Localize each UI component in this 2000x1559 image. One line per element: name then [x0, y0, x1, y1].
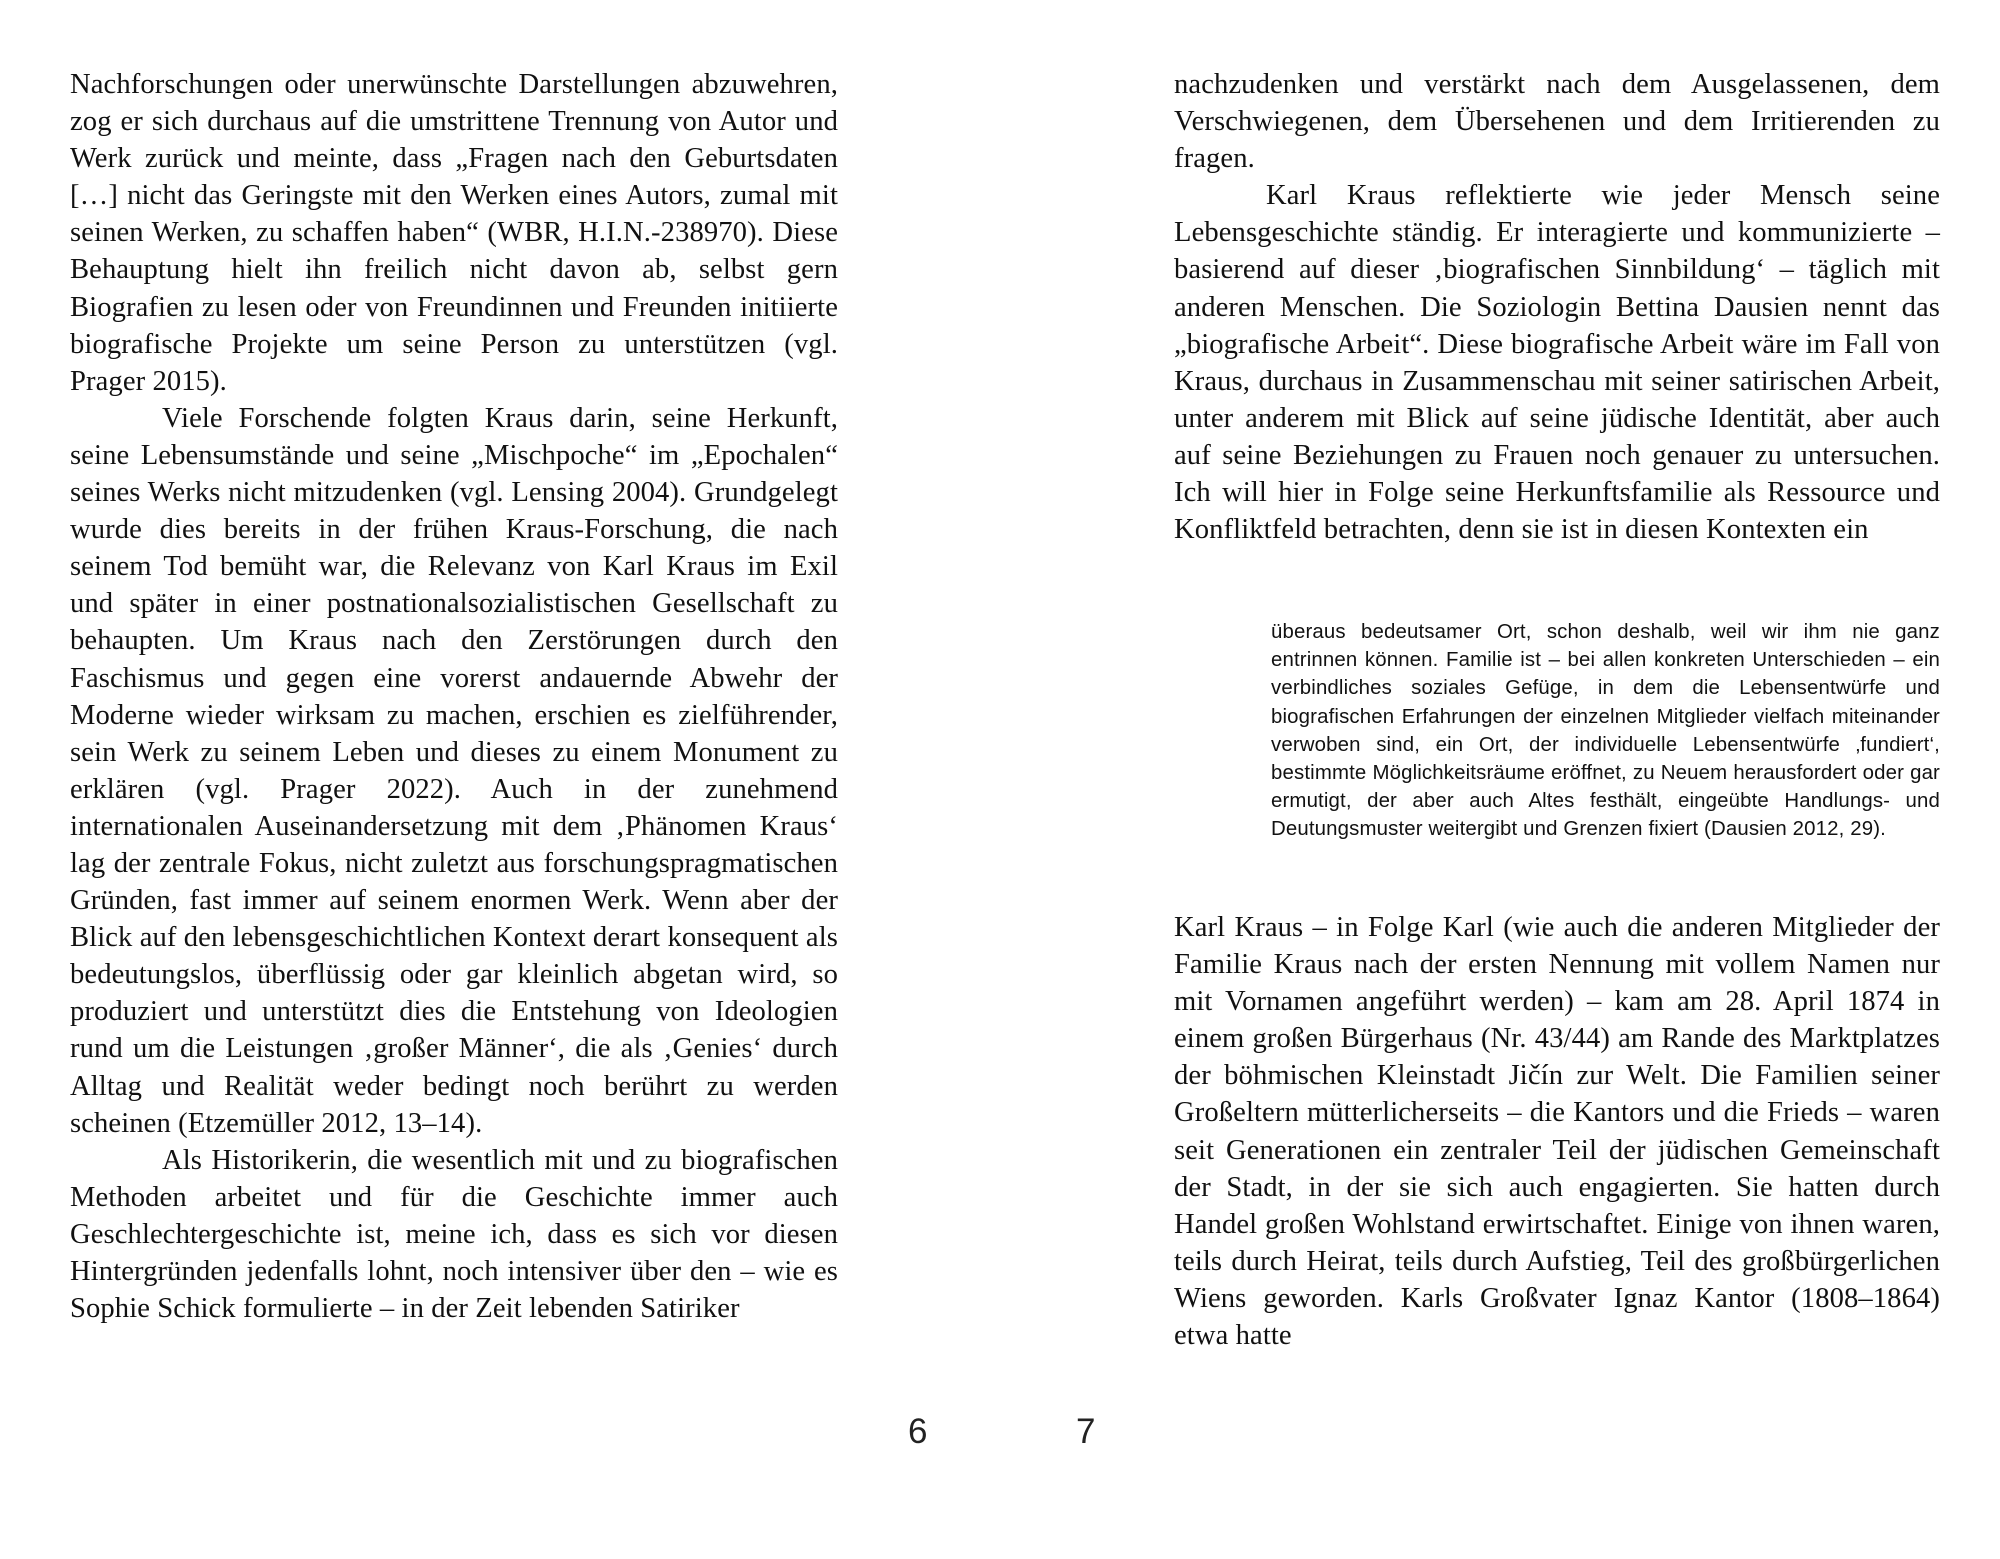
- page-number-right: 7: [1076, 1412, 1096, 1451]
- block-quote: [1271, 618, 1940, 844]
- right-paragraph-1: nachzudenken und verstärkt nach dem Ausgelassenen, dem Verschwiegenen, dem Übersehenen und dem Irritierenden zu fragen.: [1174, 69, 1940, 175]
- left-paragraph-1: Nachforschungen oder unerwünschte Darstellungen abzuwehren, zog er sich durchaus auf die umstrittene Trennung von Autor und Werk zurück und meinte, dass „Fragen nach den Geburtsdaten […] nicht das Geringste mit den Werken eines Autors, zumal mit seinen Werken, zu schaffen haben“ (WBR, H.I.N.-238970). Diese Behauptung hielt ihn freilich nicht davon ab, selbst gern Biografien zu lesen oder von Freundinnen und Freunden initiierte biografische Projekte um seine Person zu unterstützen (vgl. Prager 2015).: [70, 69, 838, 397]
- block-quote-text: überaus bedeutsamer Ort, schon deshalb, weil wir ihm nie ganz entrinnen können. Familie ist – bei allen konkreten Unterschieden – ein verbindliches soziales Gefüge, in dem die Lebensentwürfe und biografischen Erfahrungen der einzelnen Mitglieder vielfach miteinander verwoben sind, ein Ort, der individuelle Lebensentwürfe ‚fundiert‘, bestimmte Möglichkeitsräume eröffnet, zu Neuem herausfordert oder gar ermutigt, der aber auch Altes festhält, eingeübte Handlungs- und Deutungsmuster weitergibt und Grenzen fixiert (Dausien 2012, 29).: [1271, 621, 1940, 841]
- left-paragraph-2: Viele Forschende folgten Kraus darin, seine Herkunft, seine Lebensumstände und seine „Mischpoche“ im „Epochalen“ seines Werks nicht mitzudenken (vgl. Lensing 2004). Grundgelegt wurde dies bereits in der frühen Kraus-Forschung, die nach seinem Tod bemüht war, die Relevanz von Karl Kraus im Exil und später in einer postnationalsozialistischen Gesellschaft zu behaupten. Um Kraus nach den Zerstörungen durch den Faschismus und gegen eine vorerst andauernde Abwehr der Moderne wieder wirksam zu machen, erschien es zielführender, sein Werk zu seinem Leben und dieses zu einem Monument zu erklären (vgl. Prager 2022). Auch in der zunehmend internationalen Auseinandersetzung mit dem ‚Phänomen Kraus‘ lag der zentrale Fokus, nicht zuletzt aus forschungspragmatischen Gründen, fast immer auf seinem enormen Werk. Wenn aber der Blick auf den lebensgeschichtlichen Kontext derart konsequent als bedeutungslos, überflüssig oder gar kleinlich abgetan wird, so produziert und unterstützt dies die Entstehung von Ideologien rund um die Leistungen ‚großer Männer‘, die als ‚Genies‘ durch Alltag und Realität weder bedingt noch berührt zu werden scheinen (Etzemüller 2012, 13–14).: [70, 402, 838, 1139]
- right-page: [1000, 0, 2000, 1559]
- right-paragraph-3: Karl Kraus – in Folge Karl (wie auch die anderen Mitglieder der Familie Kraus nach der ersten Nennung mit vollem Namen nur mit Vornamen angeführt werden) – kam am 28. April 1874 in einem großen Bürgerhaus (Nr. 43/44) am Rande des Marktplatzes der böhmischen Kleinstadt Jičín zur Welt. Die Familien seiner Großeltern mütterlicherseits – die Kantors und die Frieds – waren seit Generationen ein zentraler Teil der jüdischen Gemeinschaft der Stadt, in der sie sich auch engagierten. Sie hatten durch Handel großen Wohlstand erwirtschaftet. Einige von ihnen waren, teils durch Heirat, teils durch Aufstieg, Teil des großbürgerlichen Wiens geworden. Karls Großvater Ignaz Kantor (1808–1864) etwa hatte: [1174, 912, 1940, 1352]
- right-page-body-top: [1174, 66, 1940, 548]
- left-page-body: [70, 66, 838, 1327]
- right-page-body-bottom: [1174, 909, 1940, 1354]
- page-number-left: 6: [908, 1412, 928, 1451]
- right-paragraph-2: Karl Kraus reflektierte wie jeder Mensch seine Lebensgeschichte ständig. Er interagierte und kommunizierte – basierend auf dieser ‚biografischen Sinnbildung‘ – täglich mit anderen Menschen. Die Soziologin Bettina Dausien nennt das „biografische Arbeit“. Diese biografische Arbeit wäre im Fall von Kraus, durchaus in Zusammenschau mit seiner satirischen Arbeit, unter anderem mit Blick auf seine jüdische Identität, aber auch auf seine Beziehungen zu Frauen noch genauer zu untersuchen. Ich will hier in Folge seine Herkunftsfamilie als Ressource und Konfliktfeld betrachten, denn sie ist in diesen Kontexten ein: [1174, 180, 1940, 546]
- left-paragraph-3: Als Historikerin, die wesentlich mit und zu biografischen Methoden arbeitet und für die Geschichte immer auch Geschlechtergeschichte ist, meine ich, dass es sich vor diesen Hintergründen jedenfalls lohnt, noch intensiver über den – wie es Sophie Schick formulierte – in der Zeit lebenden Satiriker: [70, 1144, 838, 1325]
